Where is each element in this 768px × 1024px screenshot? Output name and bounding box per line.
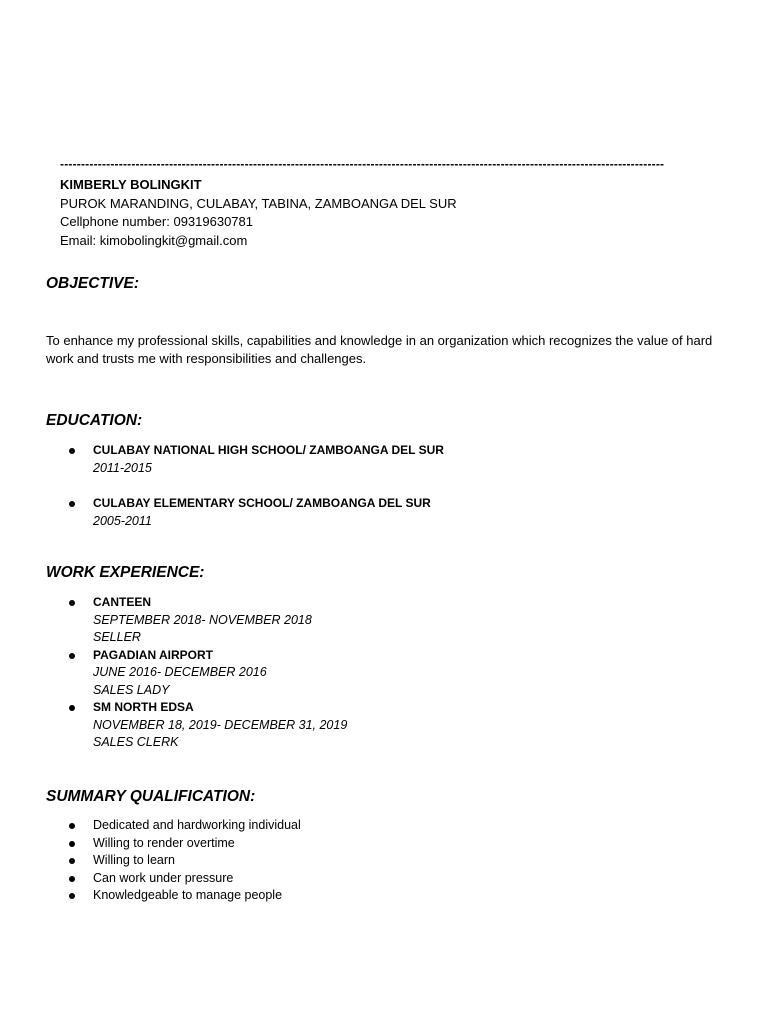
bullet-icon [69, 823, 75, 829]
school-name: CULABAY ELEMENTARY SCHOOL/ ZAMBOANGA DEL SUR [93, 496, 431, 510]
work-role: SALES LADY [93, 682, 170, 697]
bullet-icon [69, 653, 75, 659]
list-item [0, 495, 444, 530]
list-item [0, 817, 301, 835]
education-list [0, 442, 444, 548]
list-item [0, 699, 347, 752]
list-item [0, 887, 301, 905]
bullet-icon [69, 600, 75, 606]
bullet-icon [69, 841, 75, 847]
list-item [0, 870, 301, 888]
list-item [0, 852, 301, 870]
objective-heading: OBJECTIVE: [46, 275, 140, 292]
school-years: 2005-2011 [93, 513, 152, 528]
work-dates: JUNE 2016- DECEMBER 2016 [93, 665, 267, 679]
address: PUROK MARANDING, CULABAY, TABINA, ZAMBOANGA DEL SUR [60, 195, 457, 211]
work-dates: NOVEMBER 18, 2019- DECEMBER 31, 2019 [93, 717, 348, 732]
employer: SM NORTH EDSA [93, 700, 194, 714]
applicant-name: KIMBERLY BOLINGKIT [60, 177, 202, 192]
email: Email: kimobolingkit@gmail.com [60, 232, 248, 248]
work-dates: SEPTEMBER 2018- NOVEMBER 2018 [93, 612, 312, 627]
cellphone: Cellphone number: 09319630781 [60, 214, 253, 229]
bullet-icon [69, 858, 75, 864]
qualification: Knowledgeable to manage people [93, 888, 283, 902]
bullet-icon [69, 501, 75, 507]
qualification: Dedicated and hardworking individual [93, 818, 301, 832]
summary-heading: SUMMARY QUALIFICATION: [46, 788, 256, 805]
education-heading: EDUCATION: [46, 412, 143, 429]
employer: CANTEEN [93, 595, 152, 609]
work-role: SELLER [93, 630, 141, 644]
list-item [0, 594, 347, 647]
bullet-icon [69, 448, 75, 454]
list-item [0, 442, 444, 477]
qualification: Willing to learn [93, 853, 175, 867]
work-heading: WORK EXPERIENCE: [46, 564, 205, 581]
school-name: CULABAY NATIONAL HIGH SCHOOL/ ZAMBOANGA DEL SUR [93, 443, 444, 457]
list-item [0, 647, 347, 700]
header-divider: ------------------------------------------------------------------------------------------------------------------------------------------------ [60, 157, 665, 171]
bullet-icon [69, 893, 75, 899]
objective-text: To enhance my professional skills, capabilities and knowledge in an organization which recognizes the value of hard work and trusts me with responsibilities and challenges. [46, 333, 713, 366]
bullet-icon [69, 705, 75, 711]
summary-list [0, 817, 301, 905]
work-role: SALES CLERK [93, 735, 179, 749]
bullet-icon [69, 876, 75, 882]
work-list [0, 594, 347, 752]
qualification: Can work under pressure [93, 870, 234, 885]
employer: PAGADIAN AIRPORT [93, 647, 213, 662]
school-years: 2011-2015 [93, 460, 152, 475]
qualification: Willing to render overtime [93, 835, 235, 850]
list-item [0, 835, 301, 853]
contact-header [60, 176, 457, 250]
